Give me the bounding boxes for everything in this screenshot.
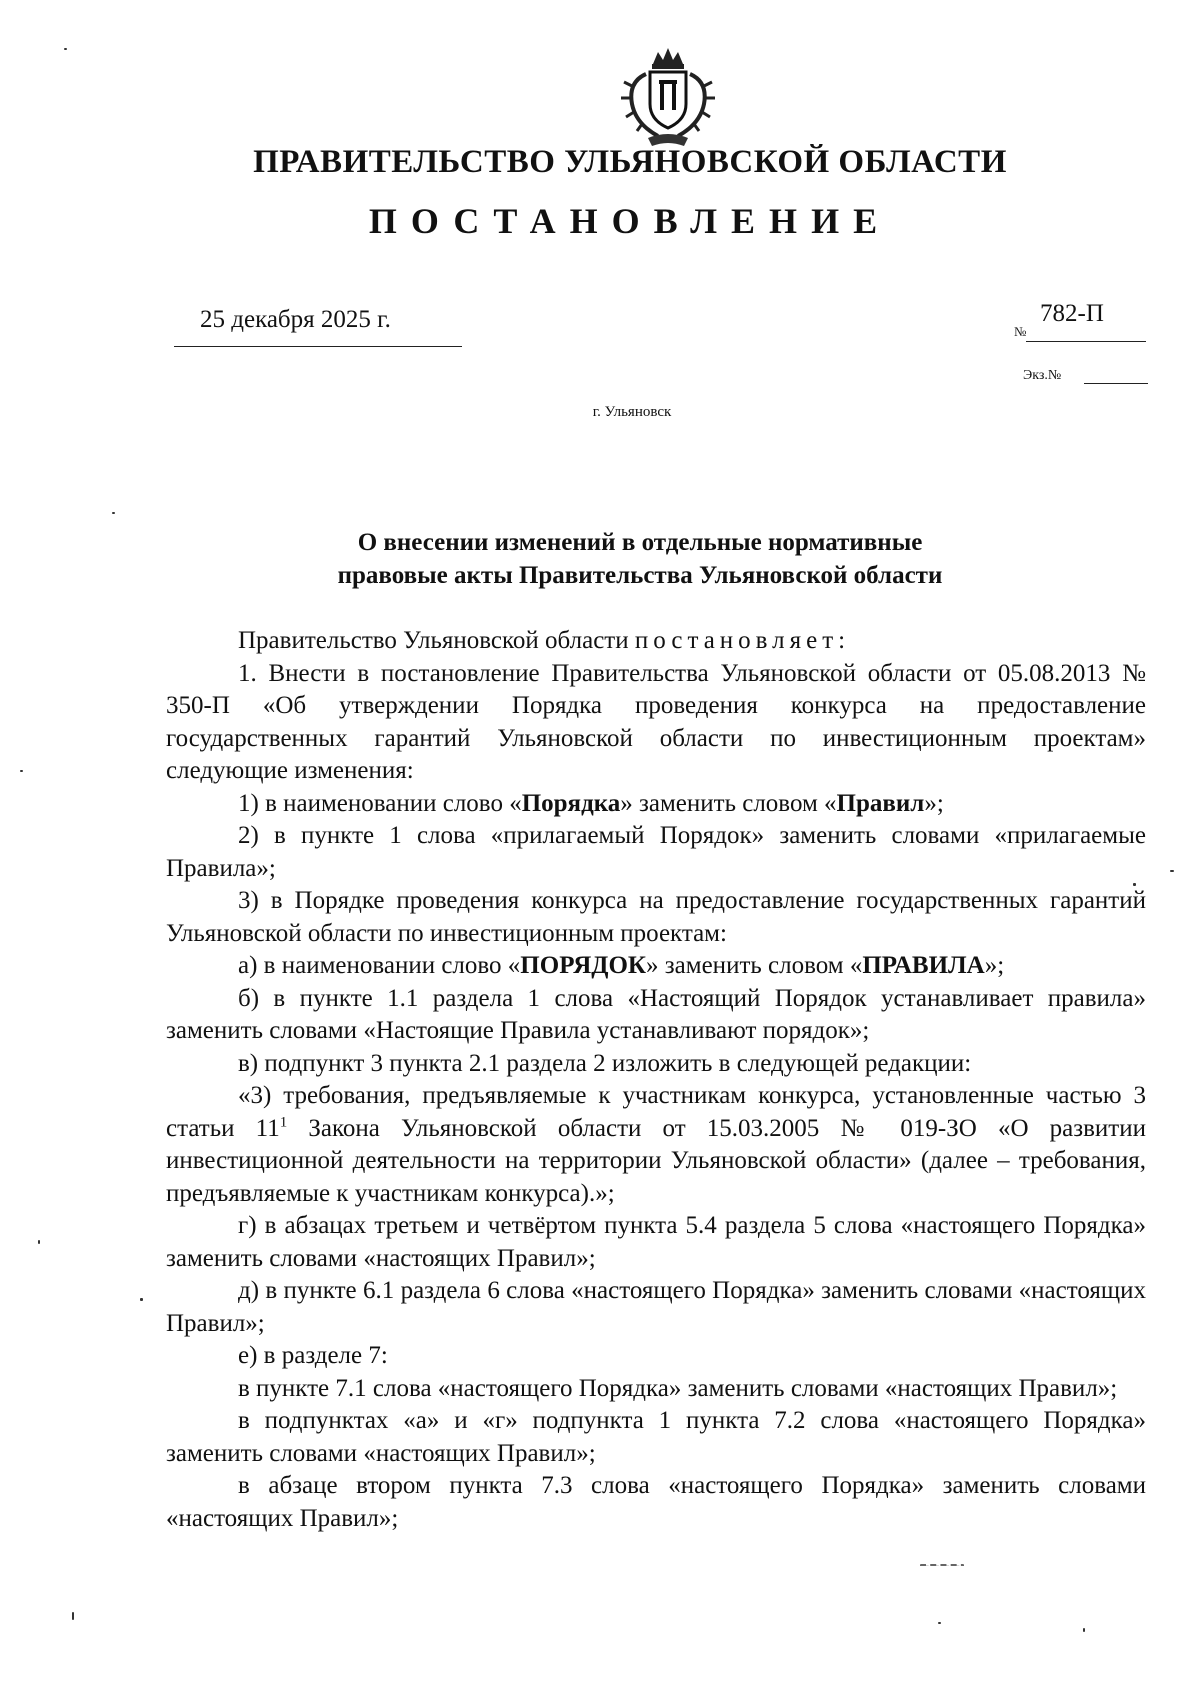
copy-number-underline xyxy=(1084,383,1148,384)
paragraph-4: 3) в Порядке проведения конкурса на предоставление государственных гарантий Ульяновской области по инвестиционным проектам: xyxy=(166,887,1146,947)
scan-speck xyxy=(938,1622,941,1624)
p5-text-e: »; xyxy=(984,952,1005,979)
p5-text-a: а) в наименовании слово « xyxy=(238,952,521,979)
p2-text-c: » заменить словом « xyxy=(620,789,837,817)
p8-superscript: 1 xyxy=(279,1114,288,1131)
preamble-verb: постановляет: xyxy=(634,627,851,654)
document-type: ПОСТАНОВЛЕНИЕ xyxy=(368,201,892,241)
preamble-text: Правительство Ульяновской области xyxy=(238,627,635,654)
date-underline xyxy=(174,346,462,347)
paragraph-3: 2) в пункте 1 слова «прилагаемый Порядок» заменить словами «прилагаемые Правила»; xyxy=(166,822,1146,882)
document-number: 782-П xyxy=(1040,300,1104,327)
document-subject xyxy=(240,526,1040,592)
city: г. Ульяновск xyxy=(592,404,672,420)
document-body xyxy=(166,625,1146,1535)
paragraph-7: в) подпункт 3 пункта 2.1 раздела 2 изложить в следующей редакции: xyxy=(238,1049,972,1077)
number-underline xyxy=(1026,341,1146,342)
copy-number-label: Экз.№ xyxy=(1023,368,1062,383)
paragraph-12: в пункте 7.1 слова «настоящего Порядка» заменить словами «настоящих Правил»; xyxy=(238,1374,1118,1402)
scan-speck xyxy=(20,770,23,772)
paragraph-11: е) в разделе 7: xyxy=(238,1342,388,1369)
p5-text-c: » заменить словом « xyxy=(646,952,863,979)
paragraph-10: д) в пункте 6.1 раздела 6 слова «настоящего Порядка» заменить словами «настоящих Правил»; xyxy=(166,1277,1146,1337)
paragraph-13: в подпунктах «а» и «г» подпункта 1 пункта 7.2 слова «настоящего Порядка» заменить словами «настоящих Правил»; xyxy=(166,1407,1146,1467)
scan-speck xyxy=(1170,870,1174,872)
p8-text-b: Закона Ульяновской области от 15.03.2005 № 019-ЗО «О развитии инвестиционной деятельности на территории Ульяновской области» (далее – требования, предъявляемые к участникам конкурса).»; xyxy=(166,1114,1146,1207)
p2-bold-old: Порядка xyxy=(521,789,621,817)
p2-bold-new: Правил xyxy=(836,789,925,817)
scan-speck xyxy=(112,512,115,514)
scan-speck xyxy=(38,1240,40,1244)
scan-speck xyxy=(1083,1628,1085,1632)
coat-of-arms-emblem xyxy=(618,42,718,152)
document-date: 25 декабря 2025 г. xyxy=(200,306,391,333)
number-sign: № xyxy=(1014,324,1027,339)
p5-bold-new: ПРАВИЛА xyxy=(862,952,985,979)
p8-text-a: «3) требования, предъявляемые к участникам конкурса, установленные частью 3 статьи 11 xyxy=(166,1082,1146,1142)
paragraph-6: б) в пункте 1.1 раздела 1 слова «Настоящий Порядок устанавливает правила» заменить словами «Настоящие Правила устанавливают порядок»; xyxy=(166,984,1146,1044)
preamble xyxy=(166,625,1146,658)
p2-text-e: »; xyxy=(924,789,944,817)
p5-bold-old: ПОРЯДОК xyxy=(520,952,647,979)
paragraph-9: г) в абзацах третьем и четвёртом пункта 5.4 раздела 5 слова «настоящего Порядка» заменить словами «настоящих Правил»; xyxy=(166,1212,1146,1272)
paragraph-8 xyxy=(166,1080,1146,1210)
scan-speck xyxy=(920,1564,964,1568)
paragraph-14: в абзаце втором пункта 7.3 слова «настоящего Порядка» заменить словами «настоящих Правил»; xyxy=(166,1472,1146,1532)
scan-speck xyxy=(1133,883,1136,886)
paragraph-5 xyxy=(166,950,1146,983)
scan-speck xyxy=(72,1612,74,1620)
subject-line-1: О внесении изменений в отдельные нормативные xyxy=(357,529,923,556)
paragraph-2 xyxy=(166,788,1146,821)
paragraph-1: 1. Внести в постановление Правительства Ульяновской области от 05.08.2013 № 350-П «Об утверждении Порядка проведения конкурса на предоставление государственных гарантий Ульяновской области по инвестиционным проектам» следующие изменения: xyxy=(166,659,1146,784)
scan-speck xyxy=(140,1298,143,1301)
government-title: ПРАВИТЕЛЬСТВО УЛЬЯНОВСКОЙ ОБЛАСТИ xyxy=(253,144,1007,180)
subject-line-2: правовые акты Правительства Ульяновской области xyxy=(337,562,943,589)
p2-text-a: 1) в наименовании слово « xyxy=(238,789,522,817)
scan-speck xyxy=(64,48,67,50)
